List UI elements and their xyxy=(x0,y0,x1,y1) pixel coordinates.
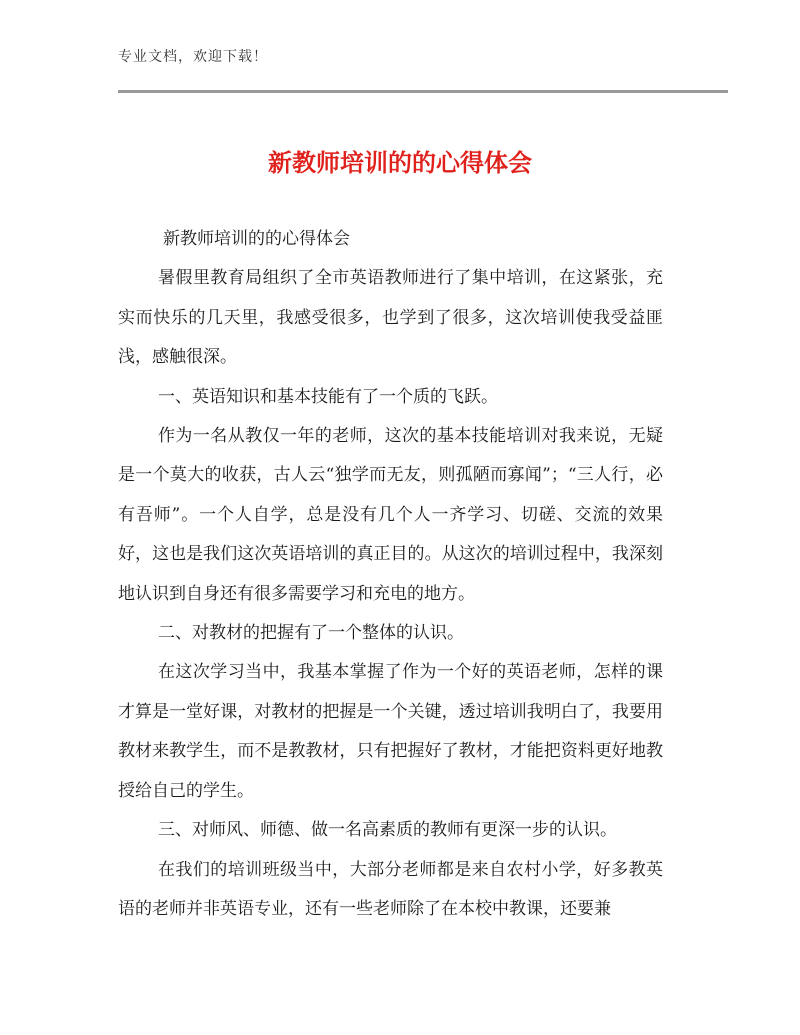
paragraph-heading-2: 二、对教材的把握有了一个整体的认识。 xyxy=(158,623,464,644)
header-note: 专业文档，欢迎下载！ xyxy=(118,49,268,65)
paragraph-section-2: 在这次学习当中，我基本掌握了作为一个好的英语老师，怎样的课才算是一堂好课，对教材的把握是一个关键，透过培训我明白了，我要用教材来教学生，而不是教教材，只有把握好了教材，才能把资料更好地教授给自己的学生。 xyxy=(118,662,663,801)
paragraph-section-3: 在我们的培训班级当中，大部分老师都是来自农村小学，好多教英语的老师并非英语专业，还有一些老师除了在本校中教课，还要兼 xyxy=(118,859,663,919)
document-subtitle: 新教师培训的的心得体会 xyxy=(163,229,350,249)
paragraph-heading-1: 一、英语知识和基本技能有了一个质的飞跃。 xyxy=(158,386,498,407)
paragraph-heading-3: 三、对师风、师德、做一名高素质的教师有更深一步的认识。 xyxy=(158,820,617,841)
header-divider xyxy=(118,90,728,93)
document-title: 新教师培训的的心得体会 xyxy=(268,149,532,177)
paragraph-intro: 暑假里教育局组织了全市英语教师进行了集中培训，在这紧张，充实而快乐的几天里，我感受很多，也学到了很多，这次培训使我受益匪浅，感触很深。 xyxy=(118,268,663,368)
document-body xyxy=(118,220,663,929)
paragraph-section-1: 作为一名从教仅一年的老师，这次的基本技能培训对我来说，无疑是一个莫大的收获，古人云“独学而无友，则孤陋而寡闻”；“三人行，必有吾师”。一个人自学，总是没有几个人一齐学习、切磋、交流的效果好，这也是我们这次英语培训的真正目的。从这次的培训过程中，我深刻地认识到自身还有很多需要学习和充电的地方。 xyxy=(118,426,663,604)
